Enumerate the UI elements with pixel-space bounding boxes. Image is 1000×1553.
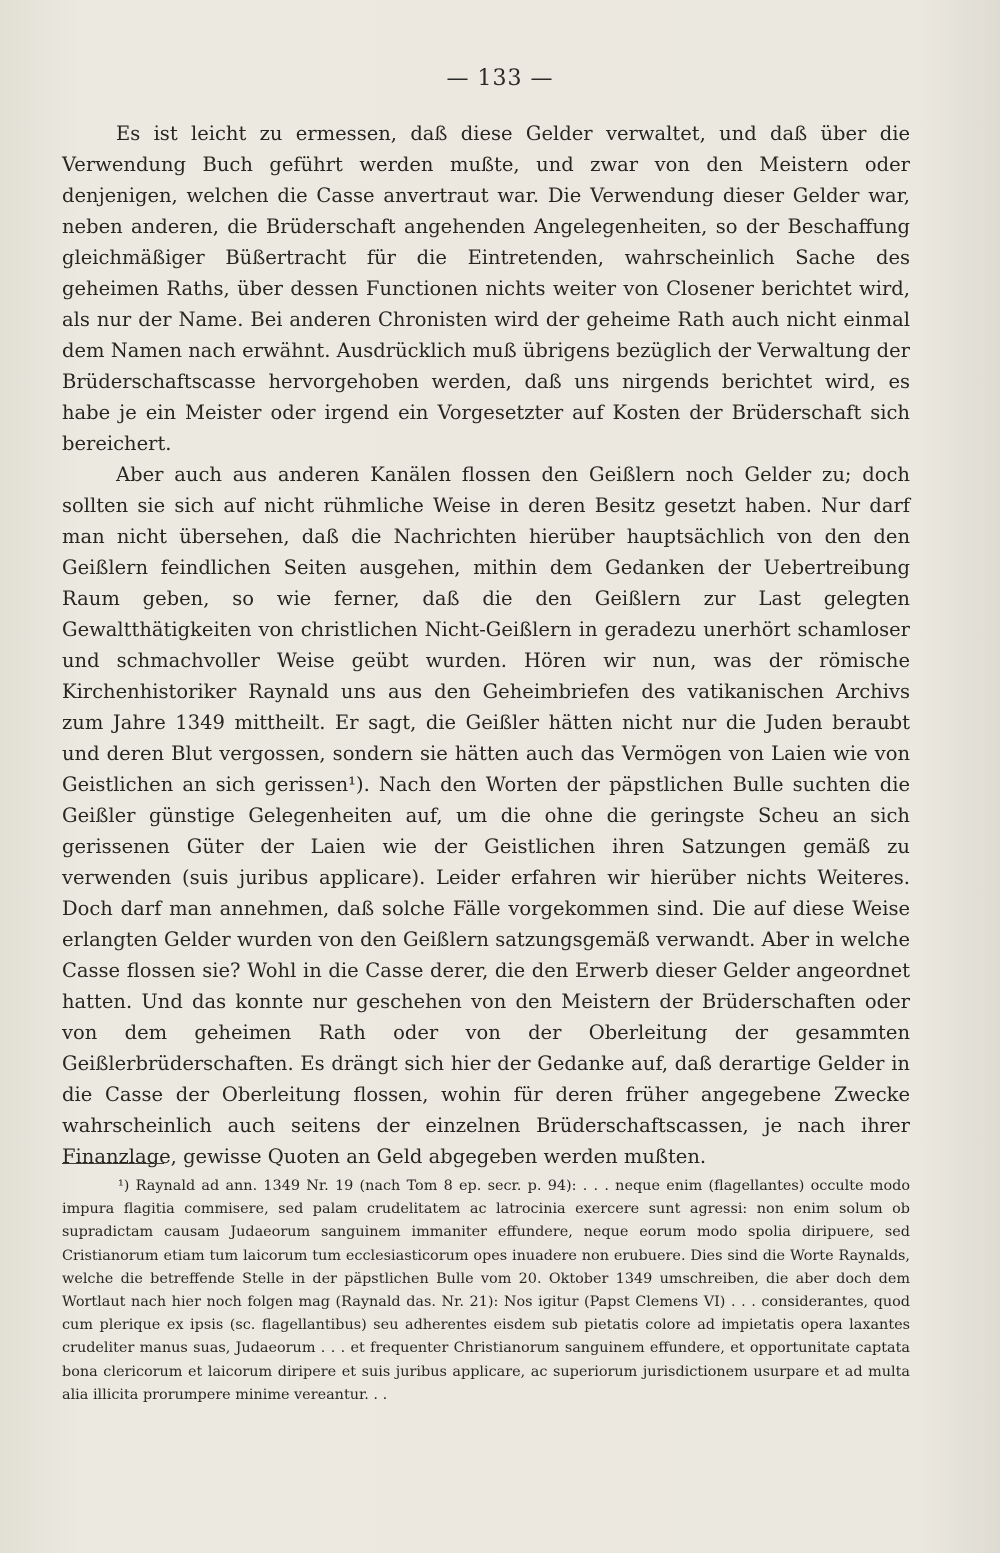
footnote-text: ¹) Raynald ad ann. 1349 Nr. 19 (nach Tom 8 ep. secr. p. 94): . . . neque enim (flagellantes) occulte modo impura flagitia commisere, sed palam crudelitatem ac latrocinia exercere sunt agressi: non enim solum ob supradictam causam Judaeorum sanguinem immaniter effundere, neque eorum modo spolia diripuere, sed Cristianorum etiam tum laicorum tum ecclesiasticorum opes inuadere non erubuere. Dies sind die Worte Raynalds, welche die betreffende Stelle in der päpstlichen Bulle vom 20. Oktober 1349 umschreiben, die aber doch dem Wortlaut nach hier noch folgen mag (Raynald das. Nr. 21): Nos igitur (Papst Clemens VI) . . . considerantes, quod cum plerique ex ipsis (sc. flagellantibus) seu adherentes eisdem sub pietatis colore ad impietatis opera laxantes crudeliter manus suas, Judaeorum . . . et frequenter Christianorum sanguinem effundere, et opportunitate captata bona clericorum et laicorum diripere et suis juribus applicare, ac superiorum jurisdictionem usurpare et ad multa alia illicita prorumpere minime vereantur. . .	[62, 1178, 910, 1403]
footnote-divider	[62, 1163, 164, 1164]
footnote	[62, 1175, 910, 1407]
paragraph-1: Es ist leicht zu ermessen, daß diese Gelder verwaltet, und daß über die Verwendung Buch geführt werden mußte, und zwar von den Meistern oder denjenigen, welchen die Casse anvertraut war. Die Verwendung dieser Gelder war, neben anderen, die Brüderschaft angehenden Angelegenheiten, so der Beschaffung gleichmäßiger Büßertracht für die Eintretenden, wahrscheinlich Sache des geheimen Raths, über dessen Functionen nichts weiter von Closener berichtet wird, als nur der Name. Bei anderen Chronisten wird der geheime Rath auch nicht einmal dem Namen nach erwähnt. Ausdrücklich muß übrigens bezüglich der Verwaltung der Brüderschaftscasse hervorgehoben werden, daß uns nirgends berichtet wird, es habe je ein Meister oder irgend ein Vorgesetzter auf Kosten der Brüderschaft sich bereichert.	[62, 122, 910, 455]
main-text	[62, 118, 910, 1172]
paragraph-2: Aber auch aus anderen Kanälen flossen den Geißlern noch Gelder zu; doch sollten sie sich auf nicht rühmliche Weise in deren Besitz gesetzt haben. Nur darf man nicht übersehen, daß die Nachrichten hierüber hauptsächlich von den den Geißlern feindlichen Seiten ausgehen, mithin dem Gedanken der Uebertreibung Raum geben, so wie ferner, daß die den Geißlern zur Last gelegten Gewaltthätigkeiten von christlichen Nicht-Geißlern in geradezu unerhört schamloser und schmachvoller Weise geübt wurden. Hören wir nun, was der römische Kirchenhistoriker Raynald uns aus den Geheimbriefen des vatikanischen Archivs zum Jahre 1349 mittheilt. Er sagt, die Geißler hätten nicht nur die Juden beraubt und deren Blut vergossen, sondern sie hätten auch das Vermögen von Laien wie von Geistlichen an sich gerissen¹). Nach den Worten der päpstlichen Bulle suchten die Geißler günstige Gelegenheiten auf, um die ohne die geringste Scheu an sich gerissenen Güter der Laien wie der Geistlichen ihren Satzungen gemäß zu verwenden (suis juribus applicare). Leider erfahren wir hierüber nichts Weiteres. Doch darf man annehmen, daß solche Fälle vorgekommen sind. Die auf diese Weise erlangten Gelder wurden von den Geißlern satzungsgemäß verwandt. Aber in welche Casse flossen sie? Wohl in die Casse derer, die den Erwerb dieser Gelder angeordnet hatten. Und das konnte nur geschehen von den Meistern der Brüderschaften oder von dem geheimen Rath oder von der Oberleitung der gesammten Geißlerbrüderschaften. Es drängt sich hier der Gedanke auf, daß derartige Gelder in die Casse der Oberleitung flossen, wohin für deren früher angegebene Zwecke wahrscheinlich auch seitens der einzelnen Brüderschaftscassen, je nach ihrer Finanzlage, gewisse Quoten an Geld abgegeben werden mußten.	[62, 463, 910, 1168]
page-number: — 133 —	[446, 66, 554, 91]
